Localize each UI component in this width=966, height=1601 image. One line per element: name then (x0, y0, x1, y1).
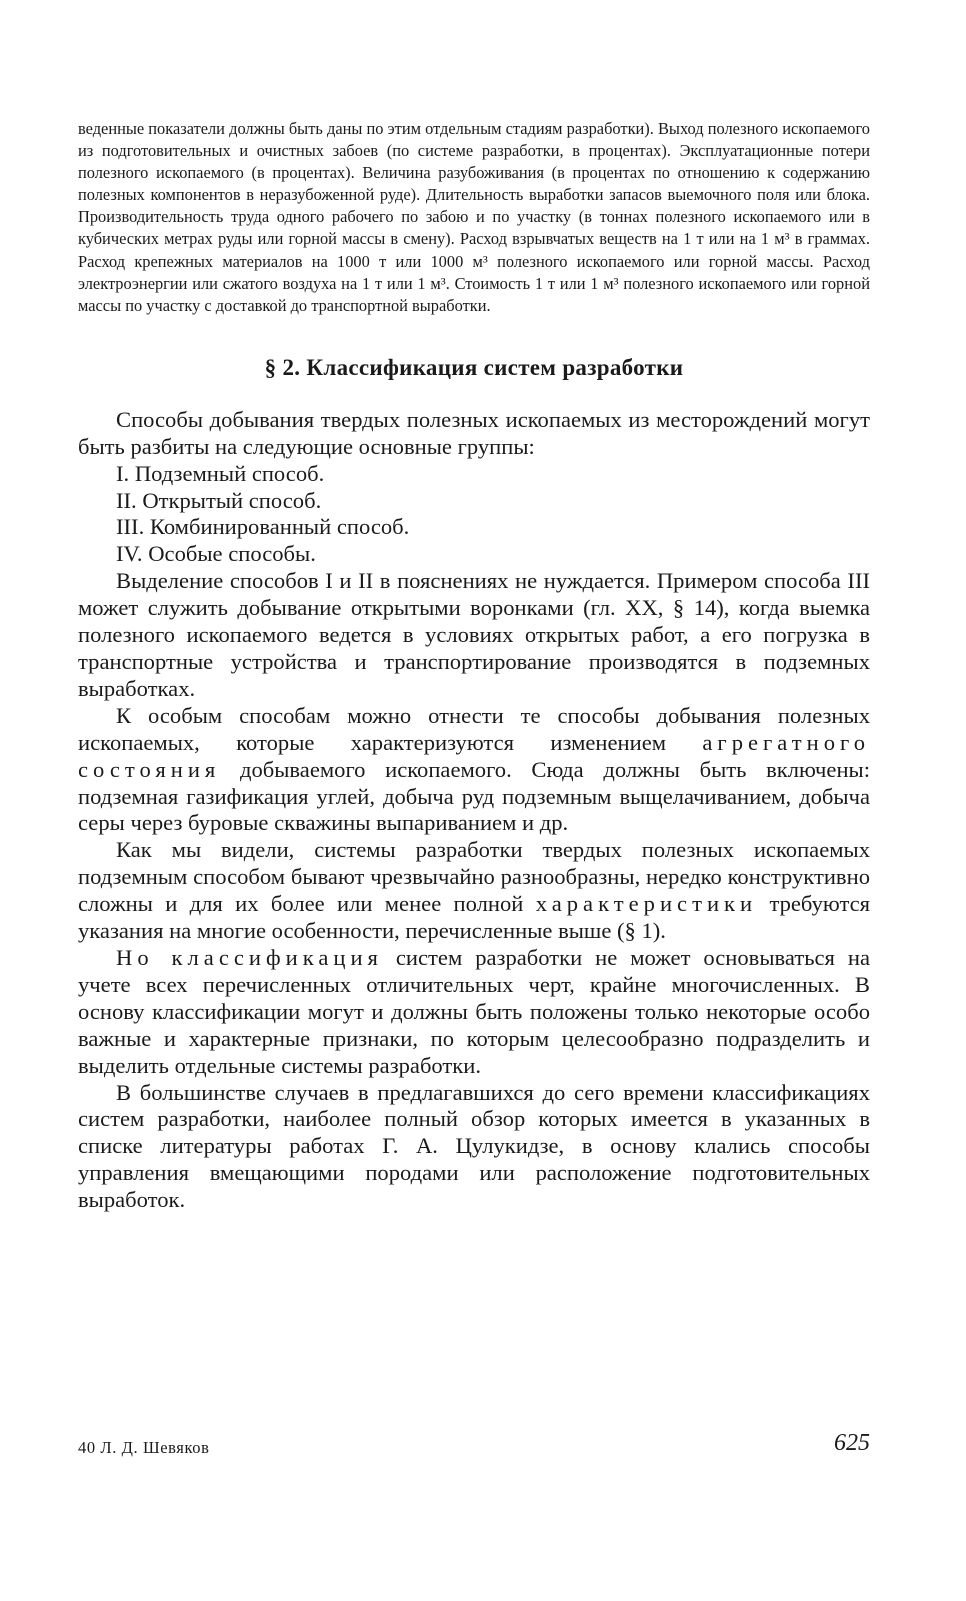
paragraph-5-end: систем разработки не может основываться на учете всех перечисленных отличительных черт, крайне многочисленных. В основу классификации могут и должны быть положены только некоторые особо важные и характерные признаки, по которым целесообразно подразделить и выделить отдельные системы разработки. (78, 944, 870, 1078)
paragraph-1: Способы добывания твердых полезных ископаемых из месторождений могут быть разбиты на следующие основные группы: (78, 406, 870, 459)
list-item-4: IV. Особые способы. (116, 541, 316, 567)
paragraph-3-end: добываемого ископаемого. Сюда должны быть включены: подземная газификация углей, добыча руд подземным выщелачиванием, добыча серы через буровые скважины выпариванием и др. (78, 756, 870, 836)
paragraph-6: В большинстве случаев в предлагавшихся до сего времени классификациях систем разработки, наиболее полный обзор которых имеется в указанных в списке литературы работах Г. А. Цулукидзе, в основу клались способы управления вмещающими породами или расположение подготовительных выработок. (78, 1079, 870, 1213)
paragraph-4 (78, 837, 870, 945)
page-content (78, 118, 870, 1214)
page-number: 625 (834, 1430, 870, 1456)
paragraph-4-end: требуются указания на многие особенности, перечисленные выше (§ 1). (78, 891, 871, 944)
paragraph-2: Выделение способов I и II в пояснениях не нуждается. Примером способа III может служить добывание открытыми воронками (гл. XX, § 14), когда выемка полезного ископаемого ведется в условиях открытых работ, а его погрузка в транспортные устройства и транспортирование производятся в подземных выработках. (78, 568, 870, 701)
paragraph-5-emphasis: Но классификация (116, 944, 383, 970)
list-item-1: I. Подземный способ. (116, 460, 325, 486)
paragraph-3-emphasis: агрегатного состояния (78, 729, 870, 782)
paragraph-3-start: К особым способам можно отнести те способы добывания полезных ископаемых, которые характеризуются изменением (78, 702, 870, 755)
paragraph-4-start: Как мы видели, системы разработки твердых полезных ископаемых подземным способом бывают чрезвычайно разнообразны, нередко конструктивно сложны и для их более или менее полной (78, 837, 870, 917)
paragraph-4-emphasis: характеристики (535, 891, 758, 917)
paragraph-5 (78, 945, 870, 1080)
page-footer (78, 1430, 870, 1462)
footer-signature: 40 Л. Д. Шевяков (78, 1438, 210, 1457)
paragraph-3 (78, 703, 870, 838)
list-item-3: III. Комбинированный способ. (116, 514, 410, 540)
list-item-2: II. Открытый способ. (116, 487, 322, 513)
section-heading: § 2. Классификация систем разработки (264, 354, 684, 380)
intro-paragraph: веденные показатели должны быть даны по этим отдельным стадиям разработки). Выход полезного ископаемого из подготовительных и очистных забоев (по системе разработки, в процентах). Эксплуатационные потери полезного ископаемого (в процентах). Величина разубоживания (в процентах по отношению к содержанию полезных компонентов в неразубоженной руде). Длительность выработки запасов выемочного поля или блока. Производительность труда одного рабочего по забою и по участку (в тоннах полезного ископаемого или в кубических метрах руды или горной массы в смену). Расход взрывчатых веществ на 1 т или на 1 м³ в граммах. Расход крепежных материалов на 1000 т или 1000 м³ полезного ископаемого или горной массы. Расход электроэнергии или сжатого воздуха на 1 т или 1 м³. Стоимость 1 т или 1 м³ полезного ископаемого или горной массы по участку с доставкой до транспортной выработки. (78, 119, 870, 315)
